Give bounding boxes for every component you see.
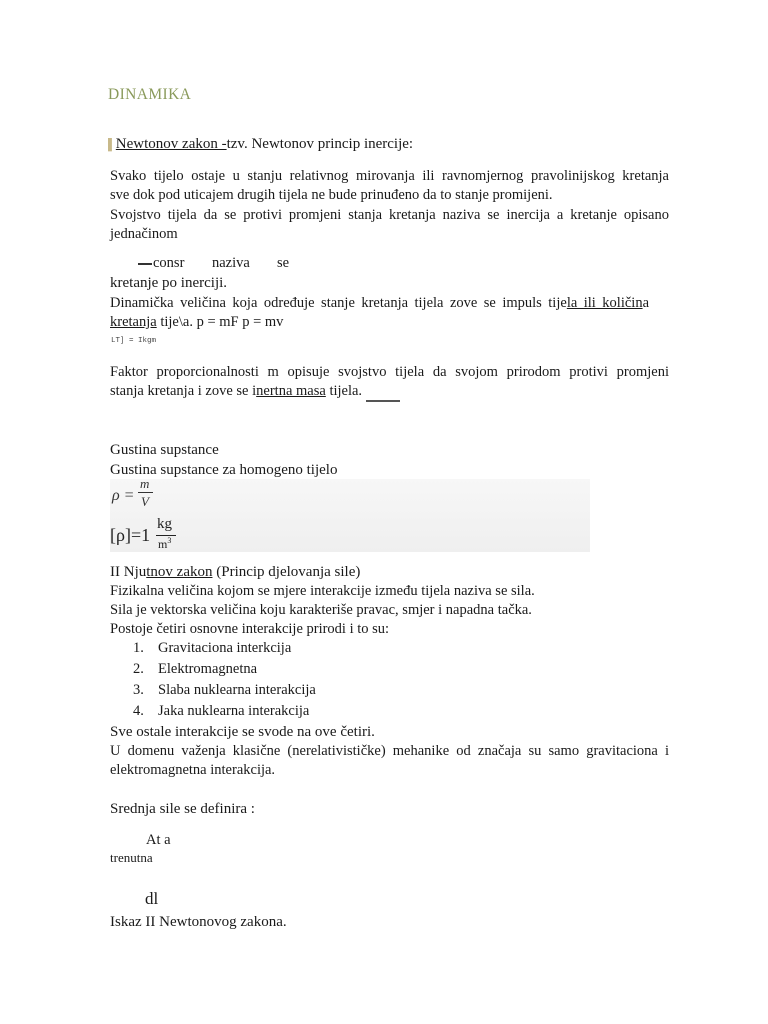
mass-line2-a: stanja kretanja i zove se i (110, 383, 257, 399)
list-text: Slaba nuklearna interakcija (158, 682, 316, 698)
mass-line2 (110, 382, 362, 401)
density-subheading: Gustina supstance za homogeno tijelo (110, 462, 338, 478)
formula2-lhs: [ρ]=1 (110, 525, 151, 545)
list-text: Gravitaciona interkcija (158, 640, 292, 656)
line-inertia: kretanje po inerciji. (110, 275, 228, 291)
section-heading-newton-1 (108, 134, 413, 155)
mean-force-line: Srednja sile se definira : (110, 801, 255, 817)
formula1-lhs: ρ = (112, 487, 135, 504)
fragment-dl: dl (145, 889, 159, 908)
underline-stroke (366, 400, 400, 402)
fragment-word-se: se (277, 255, 290, 271)
heading-marker: ▌ (108, 139, 116, 151)
para2-line1: Svojstvo tijela da se protivi promjeni stanja kretanja naziva se inercija a kretanje opisano (110, 207, 669, 223)
heading-rest: tzv. Newtonov princip inercije: (226, 136, 414, 152)
unit-line: LT] = Ikgm (111, 337, 157, 345)
force-line2: Sila je vektorska veličina koju karakteriše pravac, smjer i napadna tačka. (110, 602, 532, 618)
heading2-underlined: tnov zakon (146, 564, 213, 580)
para1-line1: Svako tijelo ostaje u stanju relativnog mirovanja ili ravnomjernog pravolinijskog kretanja (110, 168, 669, 184)
impulse-line1 (110, 294, 649, 313)
impulse-line1-a: Dinamička veličina koja određuje stanje kretanja tijela zove se impuls tije (110, 295, 567, 311)
force-line5a: U domenu važenja klasične (nerelativističke) mehanike od značaja su samo gravitaciona i (110, 743, 669, 759)
formula1-denominator: V (141, 494, 149, 509)
formula2-den-base: m (158, 537, 168, 551)
fragment-trenutna: trenutna (110, 850, 153, 865)
fragment-word-consr: consr (153, 255, 185, 271)
para1-line2: sve dok pod uticajem drugih tijela ne bude prinuđeno da to stanje promijeni. (110, 187, 553, 203)
impulse-line1-b: a (642, 295, 650, 311)
section-heading-newton-2 (110, 562, 360, 582)
list-item (133, 681, 316, 702)
mass-line1: Faktor proporcionalnosti m opisuje svojstvo tijela da svojom prirodom protivi promjeni (110, 364, 669, 380)
formula2-numerator: kg (157, 516, 172, 532)
density-heading: Gustina supstance (110, 442, 219, 458)
force-line3: Postoje četiri osnovne interakcije prirodi i to su: (110, 621, 390, 637)
para2-line2: jednačinom (110, 226, 178, 242)
formula-image (110, 476, 590, 552)
fraction-bar-fragment (138, 263, 152, 265)
list-number: 3. (133, 682, 144, 698)
force-line1: Fizikalna veličina kojom se mjere interakcije između tijela naziva se sila. (110, 583, 535, 599)
list-text: Elektromagnetna (158, 661, 258, 677)
impulse-line2-b: tije\a. p = mF p = mv (156, 314, 284, 330)
formula1-bar (138, 492, 153, 493)
force-line5b: elektromagnetna interakcija. (110, 762, 276, 778)
list-number: 2. (133, 661, 144, 677)
interactions-list (133, 639, 316, 723)
formula2-den-exp: 3 (167, 536, 172, 545)
heading2-a: II Nju (110, 564, 147, 580)
fragment-at-a: At a (146, 832, 171, 848)
impulse-line1-underlined: la ili količin (566, 295, 643, 311)
force-line4: Sve ostale interakcije se svode na ove četiri. (110, 724, 375, 740)
list-item (133, 702, 316, 723)
mass-line2-underlined: nertna masa (256, 383, 326, 399)
fragment-word-naziva: naziva (212, 255, 250, 271)
list-number: 1. (133, 640, 144, 656)
formula1-numerator: m (140, 476, 150, 491)
page-title: DINAMIKA (108, 86, 192, 103)
list-text: Jaka nuklearna interakcija (158, 703, 310, 719)
list-number: 4. (133, 703, 144, 719)
impulse-line2-underlined: kretanja (110, 314, 157, 330)
mass-line2-b: tijela. (325, 383, 363, 399)
list-item (133, 639, 316, 660)
impulse-line2 (110, 313, 283, 332)
newton-2-statement: Iskaz II Newtonovog zakona. (110, 914, 287, 930)
formula2-denominator (158, 536, 171, 552)
heading-underlined: Newtonov zakon - (115, 136, 227, 152)
list-item (133, 660, 316, 681)
heading2-b: (Princip djelovanja sile) (212, 564, 361, 580)
